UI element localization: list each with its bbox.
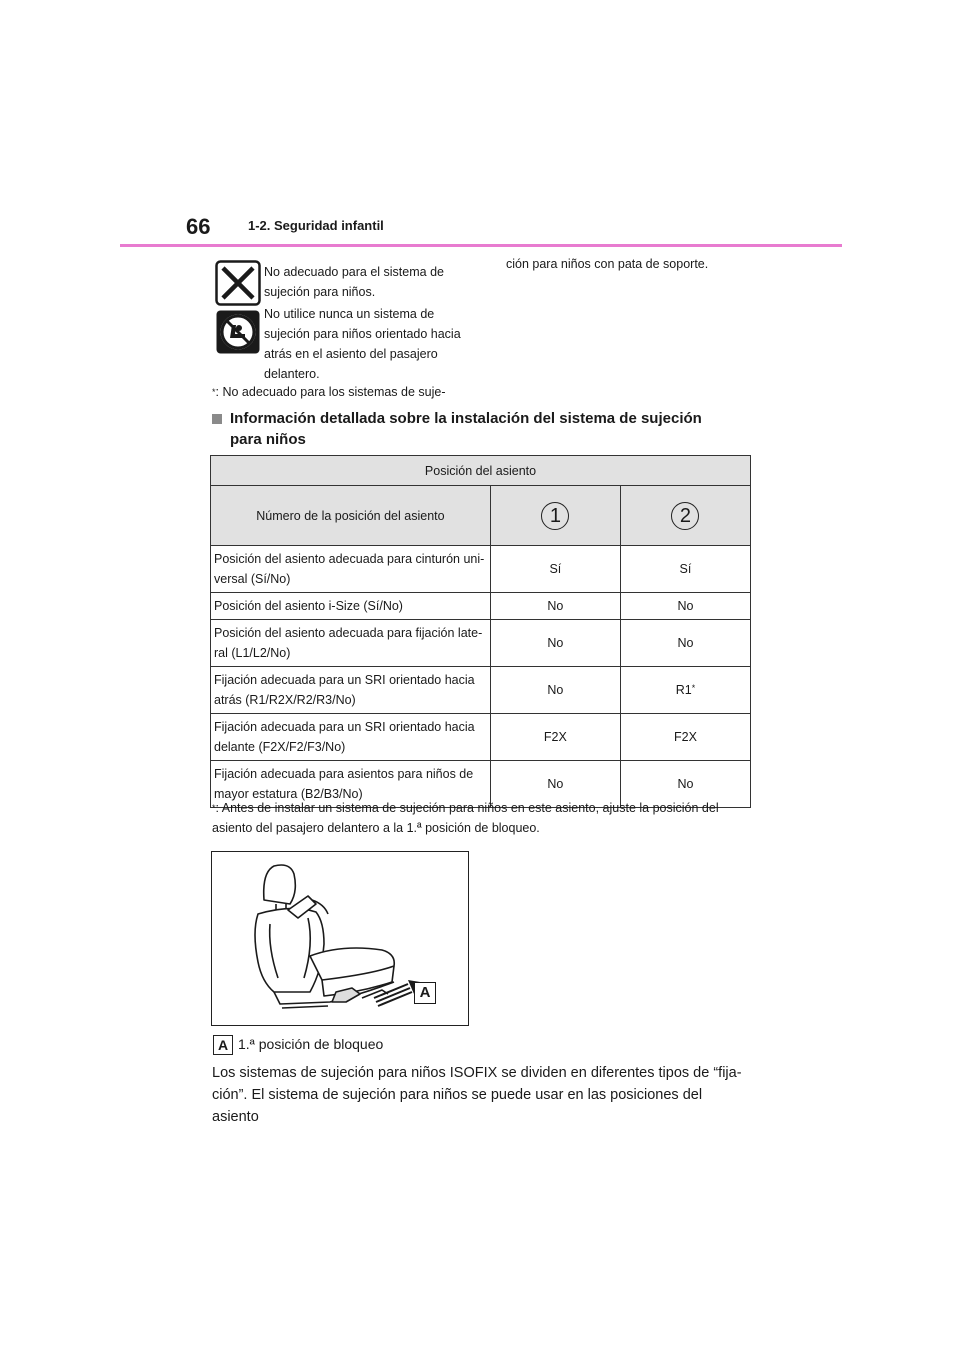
row-value-1: Sí	[490, 546, 620, 593]
table-row	[211, 546, 751, 593]
row-value-1: No	[490, 761, 620, 808]
body-paragraph: Los sistemas de sujeción para niños ISOFIX se dividen en diferentes tipos de “fija-ción”. El sistema de sujeción para niños se puede usar en las posiciones del asiento	[212, 1065, 742, 1125]
heading-square-icon	[212, 414, 222, 424]
section-heading: Información detallada sobre la instalación del sistema de sujeción para niños	[230, 410, 702, 448]
table-row	[211, 620, 751, 667]
row-value-1: No	[490, 667, 620, 714]
callout-a: A	[414, 982, 436, 1004]
row-value-2: No	[620, 593, 750, 620]
position-1-cell	[490, 486, 620, 546]
row-label: Posición del asiento adecuada para cinturón uni-versal (Sí/No)	[211, 546, 491, 593]
row-value-2: No	[620, 620, 750, 667]
row-label: Fijación adecuada para asientos para niños de mayor estatura (B2/B3/No)	[211, 761, 491, 808]
footnote-top	[212, 382, 446, 402]
row-value-1: F2X	[490, 714, 620, 761]
footnote-star: *	[212, 387, 216, 397]
header-rule	[120, 244, 842, 247]
position-1-number: 1	[541, 502, 569, 530]
table-row	[211, 593, 751, 620]
seat-illustration	[211, 851, 469, 1026]
position-2-cell	[620, 486, 750, 546]
caption-badge: A	[213, 1035, 233, 1055]
footnote-table-text: : Antes de instalar un sistema de sujeción para niños en este asiento, ajuste la posición del asiento del pasajero delantero a la 1.ª posición de bloqueo.	[212, 801, 719, 835]
row-value-2: Sí	[620, 546, 750, 593]
footnote-top-text: : No adecuado para los sistemas de suje-	[215, 385, 446, 399]
row-value-2: F2X	[620, 714, 750, 761]
table-row	[211, 714, 751, 761]
row-value-2: No	[620, 761, 750, 808]
isofix-table	[210, 455, 751, 808]
position-2-number: 2	[671, 502, 699, 530]
table-row	[211, 667, 751, 714]
x-mark-icon	[215, 260, 261, 306]
row-label: Fijación adecuada para un SRI orientado hacia atrás (R1/R2X/R2/R3/No)	[211, 667, 491, 714]
row-value-2: R1	[675, 683, 692, 697]
row-label: Posición del asiento adecuada para fijación late-ral (L1/L2/No)	[211, 620, 491, 667]
footnote-table	[212, 798, 752, 838]
row-value-2-cell	[620, 667, 750, 714]
page-number: 66	[186, 214, 211, 239]
row-label: Posición del asiento i-Size (Sí/No)	[211, 593, 491, 620]
row-label: Fijación adecuada para un SRI orientado hacia delante (F2X/F2/F3/No)	[211, 714, 491, 761]
footnote-star: *	[212, 803, 216, 813]
row-value-1: No	[490, 620, 620, 667]
no-rear-facing-seat-icon	[215, 309, 261, 355]
table-header: Posición del asiento	[211, 456, 751, 486]
section-title: 1-2. Seguridad infantil	[248, 218, 384, 233]
legend-text-no-rear-facing: No utilice nunca un sistema de sujeción para niños orientado hacia atrás en el asiento del pasajero delantero.	[264, 307, 461, 381]
caption-text: 1.ª posición de bloqueo	[238, 1036, 384, 1052]
row-value-1: No	[490, 593, 620, 620]
legend-text-unsuitable: No adecuado para el sistema de sujeción para niños.	[264, 265, 444, 299]
position-label: Número de la posición del asiento	[211, 486, 491, 546]
footnote-top-continuation: ción para niños con pata de soporte.	[506, 257, 709, 271]
row-value-2-star: *	[691, 683, 696, 693]
